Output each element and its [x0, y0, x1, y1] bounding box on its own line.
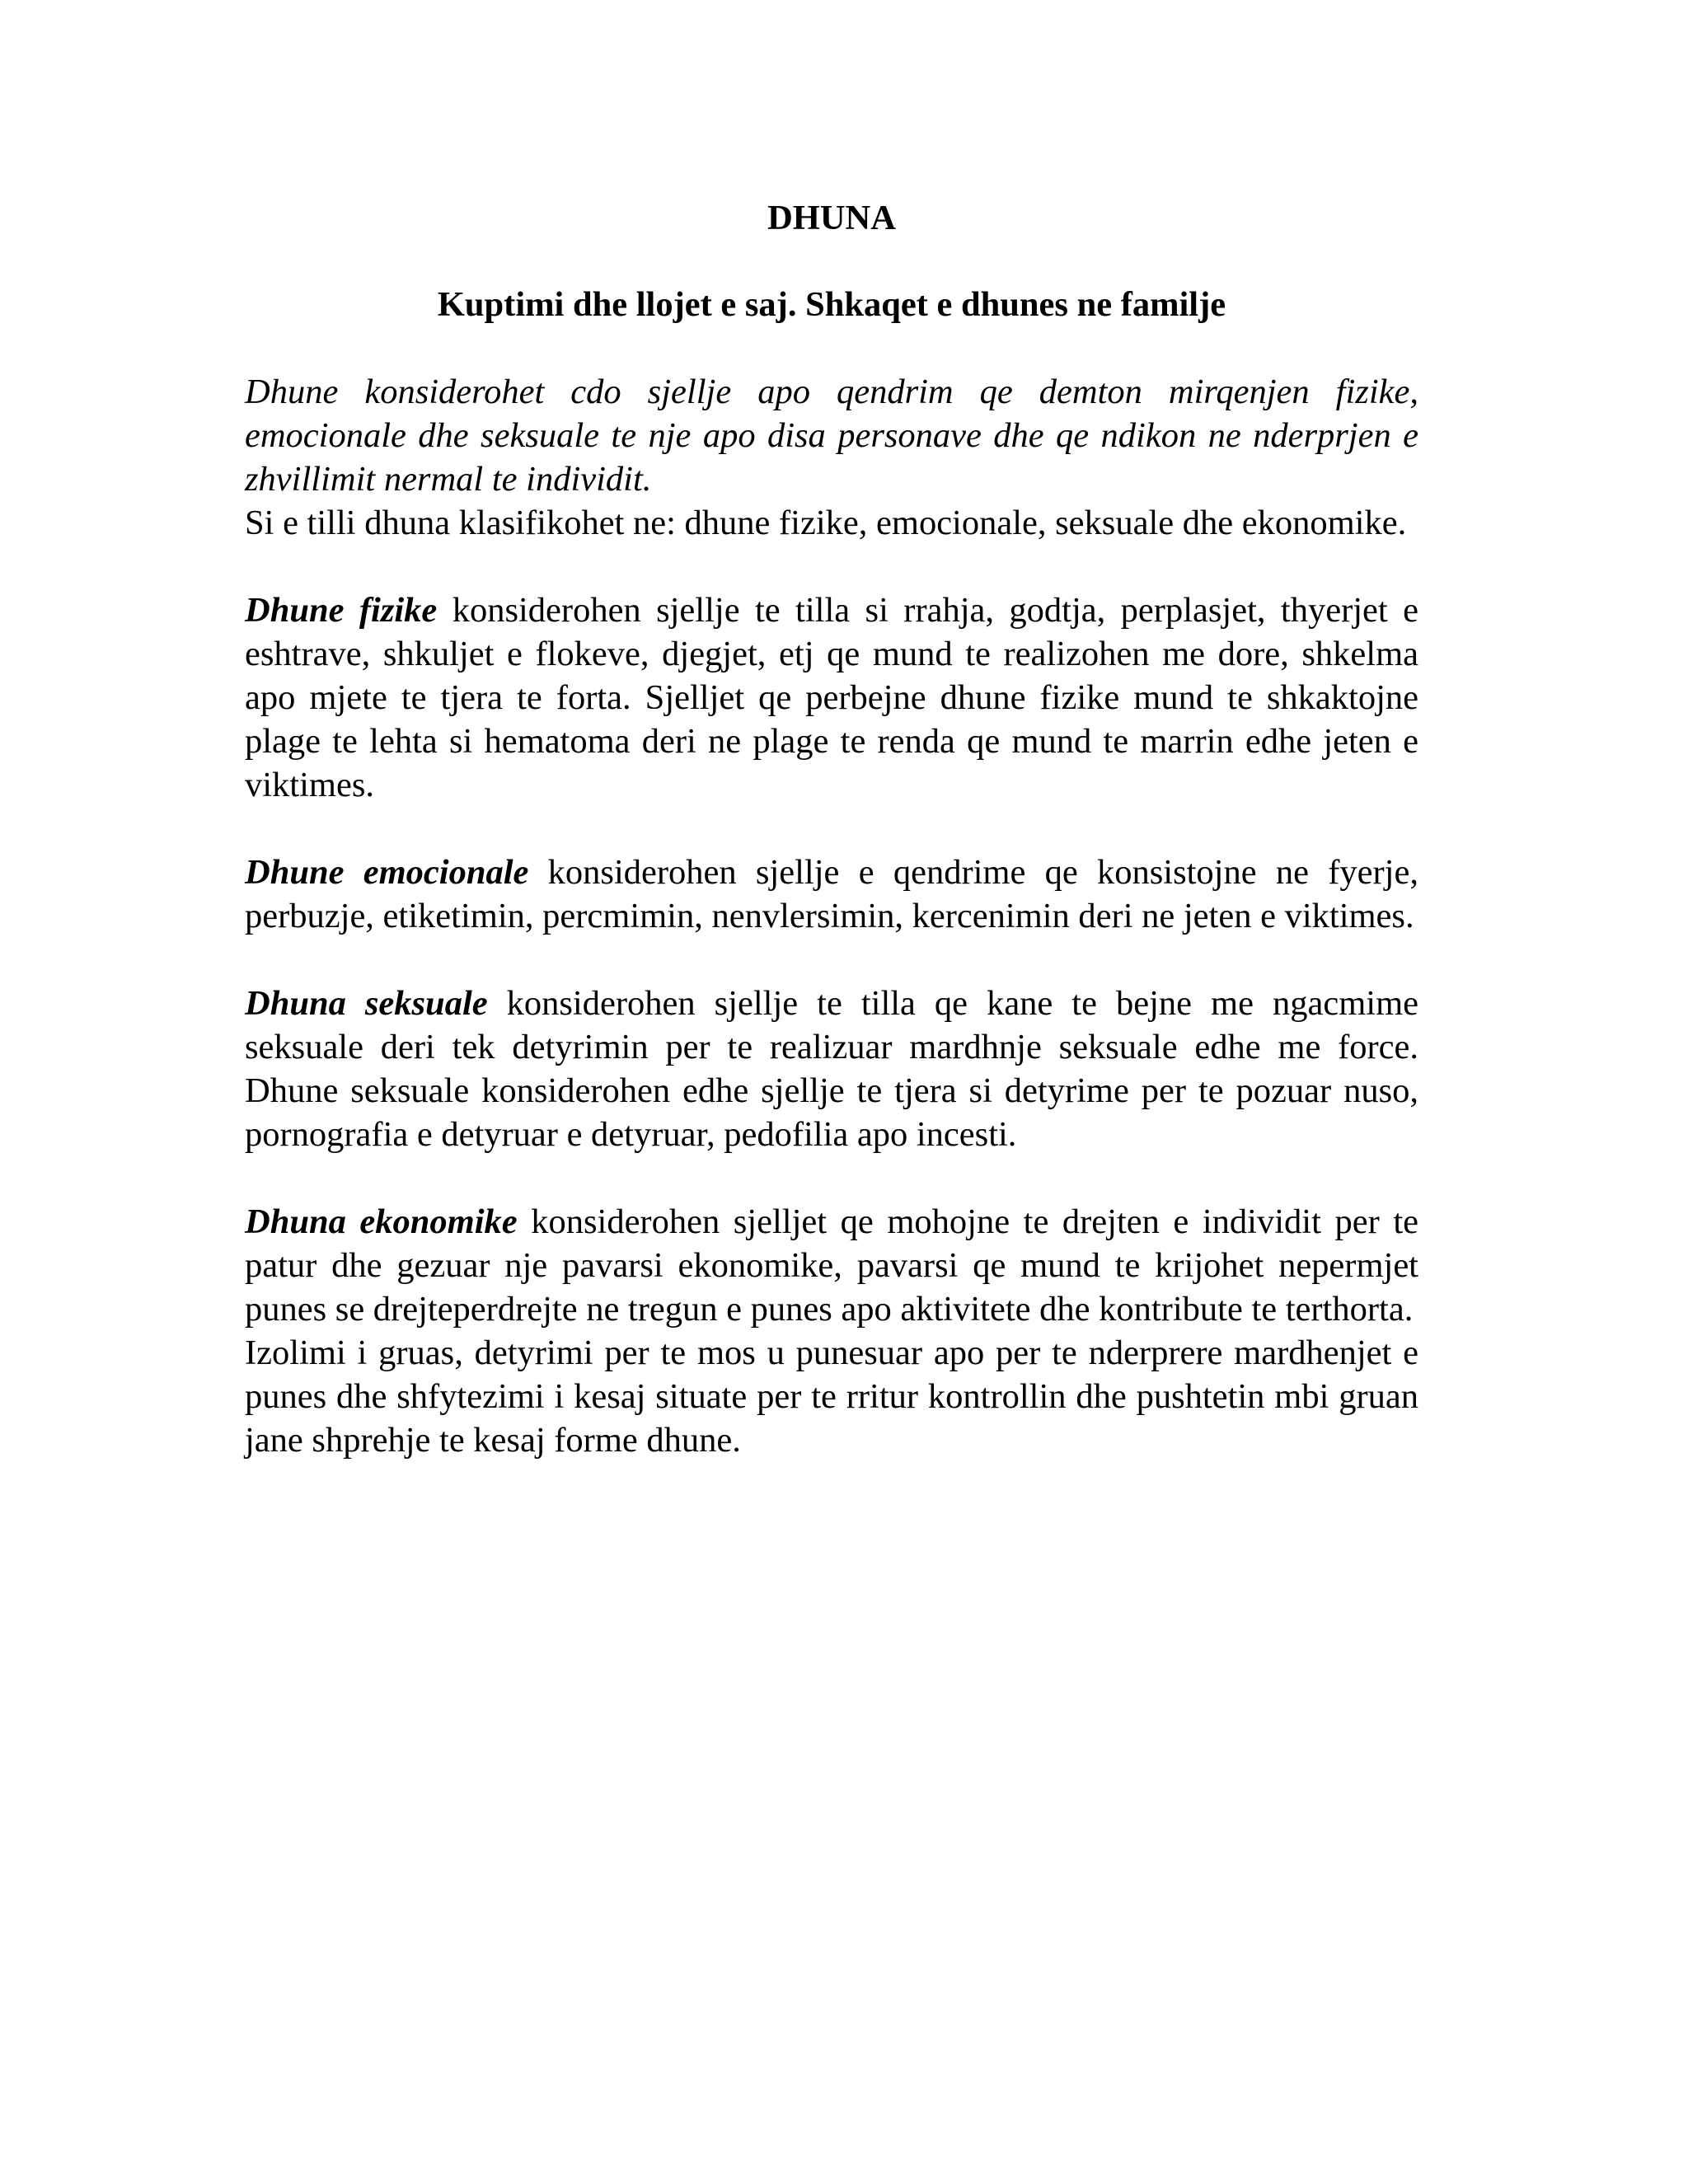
- section-term: Dhuna seksuale: [245, 984, 488, 1023]
- section-text: konsiderohen sjellje e qendrime qe konsistojne ne fyerje, perbuzje, etiketimin, percmimin, nenvlersimin, kercenimin deri ne jeten e viktimes.: [245, 853, 1418, 935]
- classification-paragraph: Si e tilli dhuna klasifikohet ne: dhune fizike, emocionale, seksuale dhe ekonomike.: [245, 504, 1407, 542]
- section-text: konsiderohen sjellje te tilla si rrahja, godtja, perplasjet, thyerjet e eshtrave, shkuljet e flokeve, djegjet, etj qe mund te realizohen me dore, shkelma apo mjete te tjera te forta. Sjelljet qe perbejne dhune fizike mund te shkaktojne plage te lehta si hematoma deri ne plage te renda qe mund te marrin edhe jeten e viktimes.: [245, 591, 1418, 804]
- section-text: konsiderohen sjellje te tilla qe kane te bejne me ngacmime seksuale deri tek detyrimin per te realizuar mardhnje seksuale edhe me force. Dhune seksuale konsiderohen edhe sjellje te tjera si detyrime per te pozuar nuso, pornografia e detyruar e detyruar, pedofilia apo incesti.: [245, 984, 1418, 1154]
- section-physical-violence: [245, 588, 1418, 807]
- section-economic-violence: [245, 1200, 1418, 1331]
- document-page: [245, 196, 1418, 1462]
- section-term: Dhune fizike: [245, 591, 438, 630]
- section-term: Dhuna ekonomike: [245, 1202, 518, 1241]
- document-subtitle: Kuptimi dhe llojet e saj. Shkaqet e dhunes ne familje: [437, 285, 1226, 324]
- intro-paragraph: Dhune konsiderohet cdo sjellje apo qendrim qe demton mirqenjen fizike, emocionale dhe seksuale te nje apo disa personave dhe qe ndikon ne nderprjen e zhvillimit nermal te individit.: [245, 373, 1418, 499]
- section-emotional-violence: [245, 851, 1418, 938]
- section-term: Dhune emocionale: [245, 853, 529, 892]
- document-title: DHUNA: [767, 199, 896, 237]
- section-sexual-violence: [245, 982, 1418, 1156]
- closing-paragraph: Izolimi i gruas, detyrimi per te mos u punesuar apo per te nderprere mardhenjet e punes dhe shfytezimi i kesaj situate per te rritur kontrollin dhe pushtetin mbi gruan jane shprehje te kesaj forme dhune.: [245, 1333, 1418, 1460]
- section-text: konsiderohen sjelljet qe mohojne te drejten e individit per te patur dhe gezuar nje pavarsi ekonomike, pavarsi qe mund te krijohet nepermjet punes se drejteperdrejte ne tregun e punes apo aktivitete dhe kontribute te terthorta.: [245, 1202, 1418, 1329]
